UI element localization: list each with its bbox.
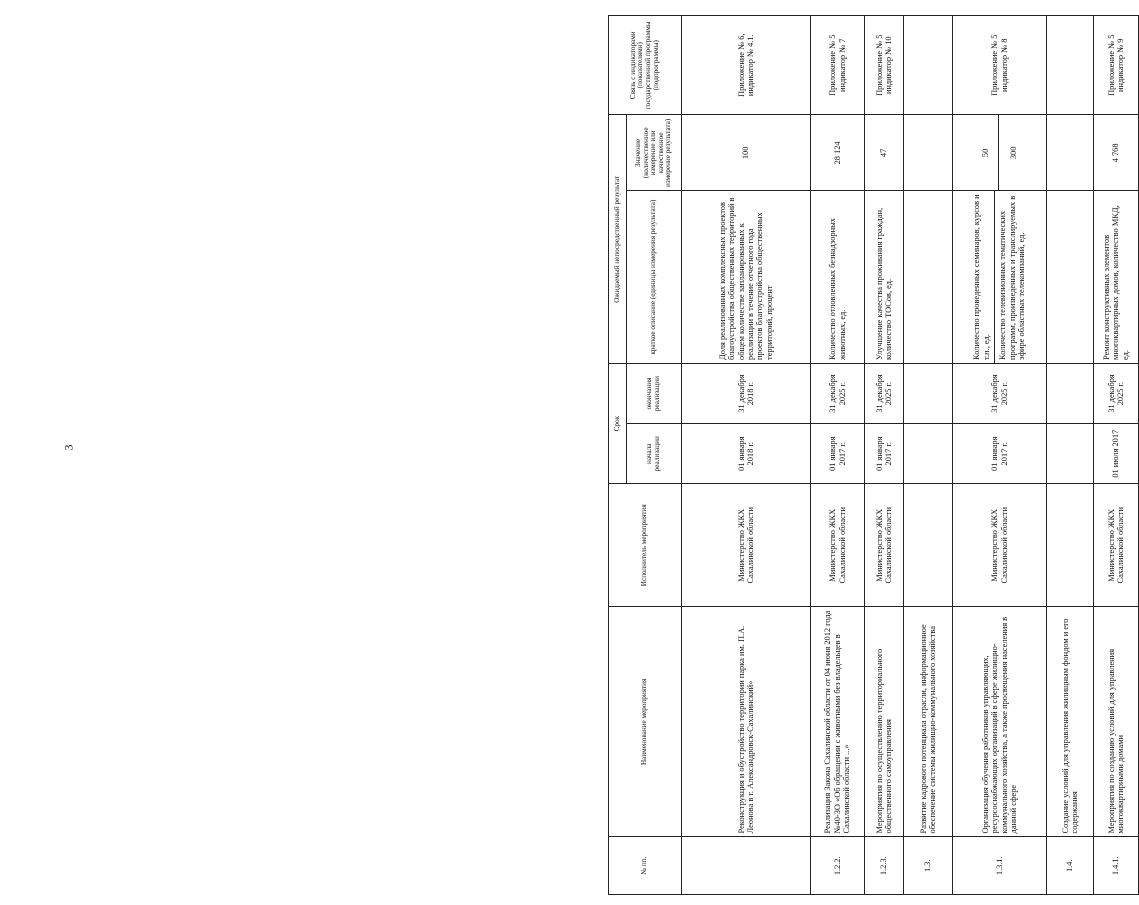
cell-end: 31 декабря 2025 г. — [865, 363, 904, 423]
cell-num: 1.2.3. — [865, 837, 904, 895]
header-expected-value: Значение (количественное измерение или качественное измерение результата) — [627, 115, 682, 191]
table-row — [1047, 16, 1094, 895]
header-term-end: окончания реализации — [627, 363, 682, 423]
cell-name: Реализация Закона Сахалинской области от 04 июня 2012 года №40-ЗО «Об обращении с животными без владельцев в Сахалинской области ...» — [811, 607, 865, 837]
table-row — [682, 16, 811, 895]
cell-desc: Количество отловленных безнадзорных животных, ед. — [811, 191, 865, 364]
cell-executor: Министерство ЖКХ Сахалинской области — [953, 484, 1047, 607]
cell-executor: Министерство ЖКХ Сахалинской области — [1094, 484, 1139, 607]
header-expected: Ожидаемый непосредственный результат — [609, 115, 627, 364]
cell-num: 1.3.1. — [953, 837, 1047, 895]
table-row — [865, 16, 904, 895]
cell-desc-part2: Количество телевизионных тематических программ, произведенных и транслируемых в эфире областных телекомпаний, ед. — [998, 195, 1027, 360]
cell-executor — [904, 484, 953, 607]
rotated-table-container — [608, 15, 1128, 895]
cell-name: Мероприятия по созданию условий для управления многоквартирными домами — [1094, 607, 1139, 837]
cell-start — [1047, 424, 1094, 484]
cell-num: 1.4.1. — [1094, 837, 1139, 895]
cell-value — [953, 115, 1047, 191]
cell-desc: Доля реализованных комплексных проектов благоустройства общественных территорий в общем количестве запланированных к реализации в течение отчетного года проектов благоустройства общественных территорий, процент — [682, 191, 811, 364]
cell-start: 01 января 2017 г. — [811, 424, 865, 484]
header-term-start: начала реализации — [627, 424, 682, 484]
cell-link — [904, 16, 953, 115]
table-row — [904, 16, 953, 895]
cell-value-part2: 300 — [1009, 146, 1018, 160]
header-num: № пп. — [609, 837, 682, 895]
cell-start — [904, 424, 953, 484]
cell-num: 1.4. — [1047, 837, 1094, 895]
cell-executor: Министерство ЖКХ Сахалинской области — [682, 484, 811, 607]
cell-desc-part1: Количество проведенных семинаров, курсов и т.п., ед. — [972, 191, 995, 363]
activities-table — [608, 15, 1139, 895]
cell-end — [1047, 363, 1094, 423]
cell-value: 47 — [865, 115, 904, 191]
cell-executor: Министерство ЖКХ Сахалинской области — [811, 484, 865, 607]
cell-desc — [1047, 191, 1094, 364]
cell-value: 28 124 — [811, 115, 865, 191]
page-number: 3 — [61, 444, 76, 451]
cell-start: 01 января 2017 г. — [953, 424, 1047, 484]
header-link: Связь с индикаторами (показателями) государственной программы (подпрограммы) — [609, 16, 682, 115]
cell-link: Приложение № 5 индикатор № 7 — [811, 16, 865, 115]
cell-start: 01 января 2018 г. — [682, 424, 811, 484]
cell-end: 31 декабря 2025 г. — [953, 363, 1047, 423]
header-term: Срок — [609, 363, 627, 483]
table-row — [953, 16, 1047, 895]
header-name: Наименование мероприятия — [609, 607, 682, 837]
cell-value-part1: 50 — [981, 115, 999, 190]
cell-executor — [1047, 484, 1094, 607]
cell-desc — [904, 191, 953, 364]
header-executor: Исполнитель мероприятия — [609, 484, 682, 607]
cell-value — [1047, 115, 1094, 191]
header-expected-desc: краткое описание (единицы измерения результата) — [627, 191, 682, 364]
cell-num: 1.2.2. — [811, 837, 865, 895]
cell-link: Приложение № 5 индикатор № 9 — [1094, 16, 1139, 115]
cell-name: Реконструкция и обустройство территории парка им. П.А. Леонова в г. Александровск-Сахалинский» — [682, 607, 811, 837]
cell-end: 31 декабря 2025 г. — [811, 363, 865, 423]
cell-end: 31 декабря 2018 г. — [682, 363, 811, 423]
cell-link: Приложение № 6, индикатор № 4.1. — [682, 16, 811, 115]
cell-num: 1.3. — [904, 837, 953, 895]
cell-link: Приложение № 5 индикатор № 10 — [865, 16, 904, 115]
cell-start: 01 июля 2017 — [1094, 424, 1139, 484]
cell-value — [904, 115, 953, 191]
cell-name: Создание условий для управления жилищным фондом и его содержания — [1047, 607, 1094, 837]
cell-name: Мероприятия по осуществлению территориального общественного самоуправления — [865, 607, 904, 837]
cell-desc — [953, 191, 1047, 364]
cell-name: Развитие кадрового потенциала отрасли, информационное обеспечение системы жилищно-коммунального хозяйства — [904, 607, 953, 837]
cell-start: 01 января 2017 г. — [865, 424, 904, 484]
cell-value: 4 768 — [1094, 115, 1139, 191]
cell-desc: Ремонт конструктивных элементов многоквартирных домов, количество МКД, ед. — [1094, 191, 1139, 364]
cell-link: Приложение № 5 индикатор № 8 — [953, 16, 1047, 115]
cell-end: 31 декабря 2025 г. — [1094, 363, 1139, 423]
table-row — [811, 16, 865, 895]
cell-end — [904, 363, 953, 423]
cell-name: Организация обучения работников управляющих, ресурсоснабжающих организаций в сфере жилищно-коммунального хозяйства, а также просвещения населения в данной сфере — [953, 607, 1047, 837]
cell-link — [1047, 16, 1094, 115]
cell-desc: Улучшение качества проживания граждан, количество ТОСов, ед. — [865, 191, 904, 364]
cell-num — [682, 837, 811, 895]
cell-value: 100 — [682, 115, 811, 191]
table-row — [1094, 16, 1139, 895]
cell-executor: Министерство ЖКХ Сахалинской области — [865, 484, 904, 607]
